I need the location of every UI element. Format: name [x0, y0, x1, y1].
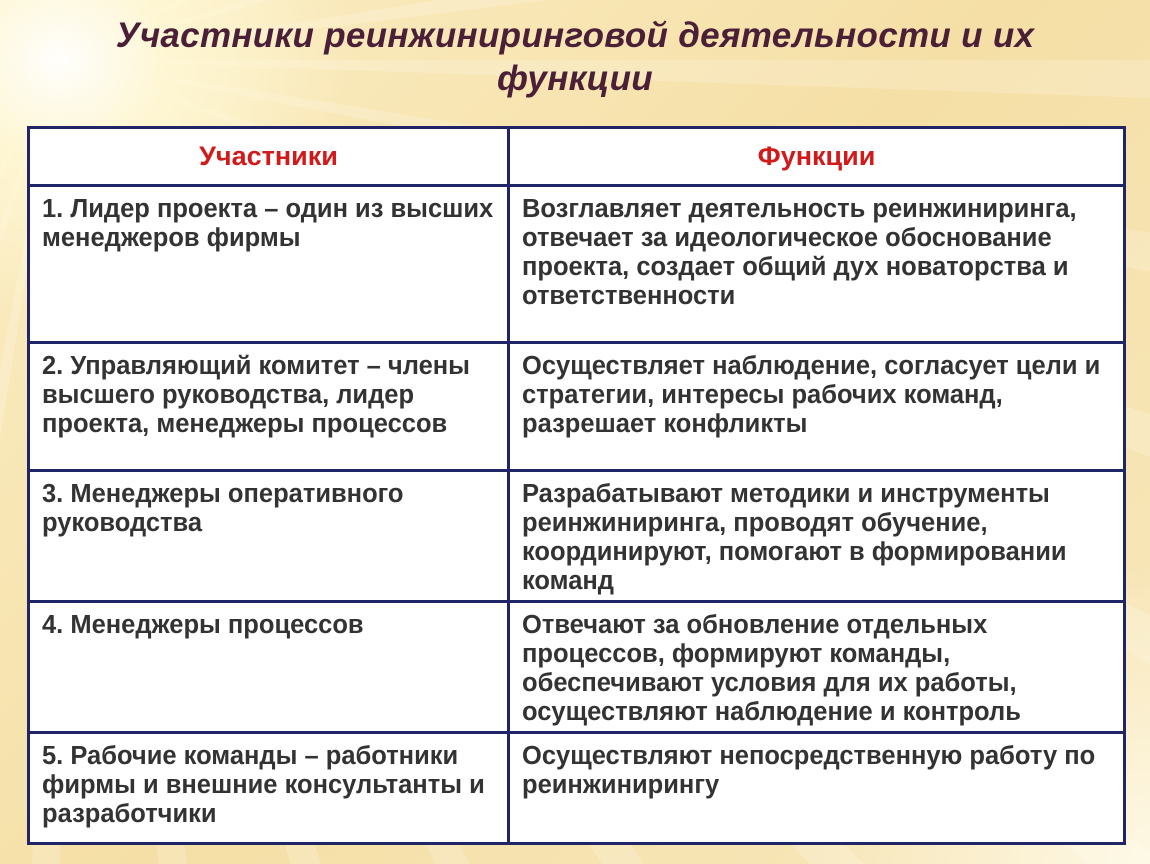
participant-cell: 5. Рабочие команды – работники фирмы и внешние консультанты и разработчики — [29, 733, 509, 844]
function-cell: Отвечают за обновление отдельных процессов, формируют команды, обеспечивают условия для их работы, осуществляют наблюдение и контроль — [509, 602, 1125, 733]
table-row — [29, 602, 1125, 733]
participant-cell: 4. Менеджеры процессов — [29, 602, 509, 733]
participant-cell: 2. Управляющий комитет – члены высшего руководства, лидер проекта, менеджеры процессов — [29, 343, 509, 471]
function-cell: Осуществляет наблюдение, согласует цели и стратегии, интересы рабочих команд, разрешает конфликты — [509, 343, 1125, 471]
table-header-row — [29, 128, 1125, 186]
participant-cell: 1. Лидер проекта – один из высших менеджеров фирмы — [29, 186, 509, 343]
slide-title — [0, 14, 1150, 100]
function-cell: Осуществляют непосредственную работу по реинжинирингу — [509, 733, 1125, 844]
header-functions: Функции — [509, 128, 1125, 186]
participant-cell: 3. Менеджеры оперативного руководства — [29, 471, 509, 602]
function-cell: Возглавляет деятельность реинжиниринга, отвечает за идеологическое обоснование проекта, создает общий дух новаторства и ответственности — [509, 186, 1125, 343]
table-row — [29, 471, 1125, 602]
table-row — [29, 343, 1125, 471]
participants-functions-table — [27, 126, 1126, 845]
table-row — [29, 186, 1125, 343]
slide-title-line-1: Участники реинжиниринговой деятельности и их — [115, 16, 1035, 55]
slide-title-line-2: функции — [497, 59, 653, 98]
header-participants: Участники — [29, 128, 509, 186]
function-cell: Разрабатывают методики и инструменты реинжиниринга, проводят обучение, координируют, помогают в формировании команд — [509, 471, 1125, 602]
table-row — [29, 733, 1125, 844]
